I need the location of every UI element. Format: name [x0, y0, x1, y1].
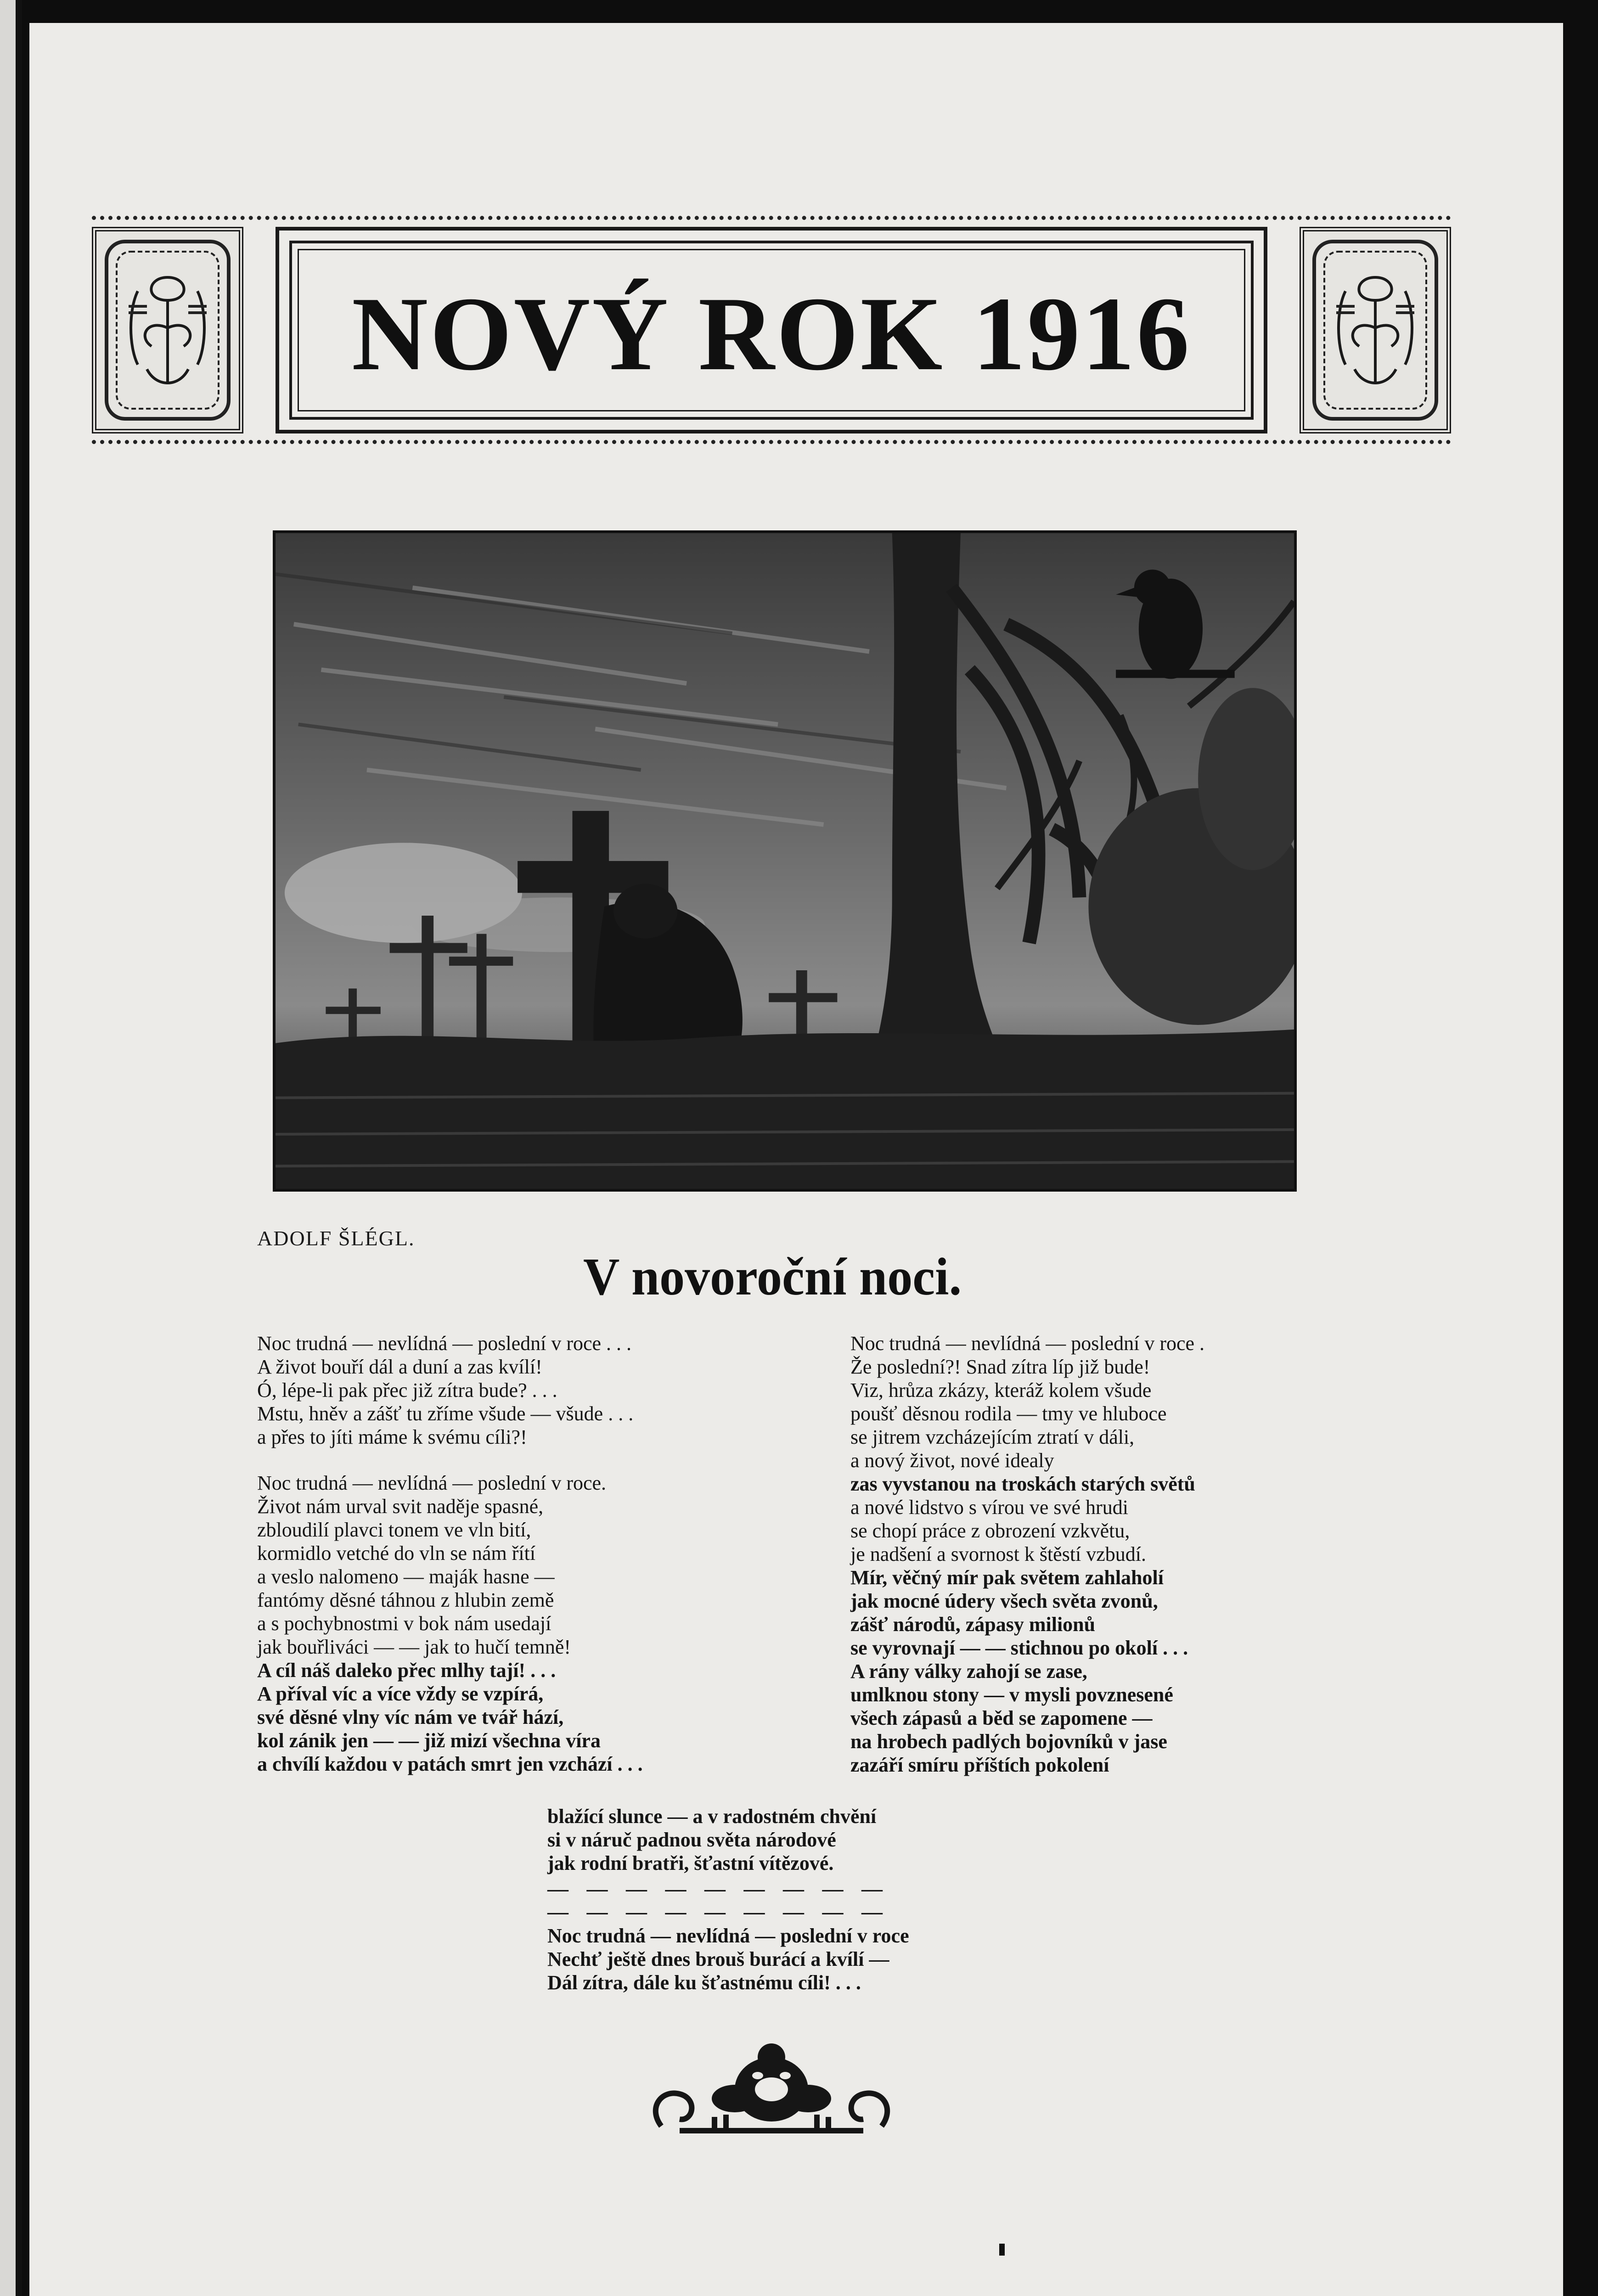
verse-line: fantómy děsné táhnou z hlubin země: [257, 1589, 554, 1611]
verse-line: Mír, věčný mír pak světem zahlaholí: [850, 1566, 1164, 1589]
verse-line: jak rodní bratři, šťastní vítězové.: [547, 1852, 834, 1874]
stanza-right: [850, 1332, 1204, 1777]
dash-line: — — — — — — — — —: [547, 1900, 889, 1923]
verse-line: zášť národů, zápasy milionů: [850, 1613, 1096, 1636]
stanza-center-2: [547, 1924, 909, 1994]
verse-line: se vyrovnají — — stichnou po okolí . . .: [850, 1637, 1188, 1659]
masthead-band: [92, 216, 1451, 445]
verse-line: své děsné vlny víc nám ve tvář hází,: [257, 1706, 564, 1728]
verse-line: Viz, hrůza zkázy, kteráž kolem všude: [850, 1379, 1152, 1401]
verse-line: jak bouřliváci — — jak to hučí temně!: [257, 1636, 571, 1658]
adjacent-page-edge: [0, 0, 22, 2296]
verse-line: si v náruč padnou světa národové: [547, 1829, 836, 1851]
verse-line: Noc trudná — nevlídná — poslední v roce: [547, 1925, 909, 1947]
bottom-dotted-rule: [92, 440, 1451, 444]
verse-line: A příval víc a více vždy se vzpírá,: [257, 1683, 544, 1705]
verse-line: na hrobech padlých bojovníků v jase: [850, 1730, 1167, 1753]
verse-line: Noc trudná — nevlídná — poslední v roce .: [850, 1332, 1205, 1355]
floral-vignette-icon: [643, 2039, 900, 2149]
verse-line: kol zánik jen — — již mizí všechna víra: [257, 1729, 601, 1752]
verse-line: A cíl náš daleko přec mlhy tají! . . .: [257, 1659, 556, 1682]
verse-line: se jitrem vzcházejícím ztratí v dáli,: [850, 1426, 1135, 1448]
verse-line: a veslo nalomeno — maják hasne —: [257, 1565, 555, 1588]
verse-line: kormidlo vetché do vln se nám řítí: [257, 1542, 536, 1564]
verse-line: a s pochybnostmi v bok nám usedají: [257, 1612, 551, 1635]
verse-line: Že poslední?! Snad zítra líp již bude!: [850, 1356, 1150, 1378]
author-byline: ADOLF ŠLÉGL.: [257, 1227, 415, 1250]
verse-line: Noc trudná — nevlídná — poslední v roce.: [257, 1472, 607, 1494]
verse-line: Mstu, hněv a zášť tu zříme všude — všude . . .: [257, 1402, 634, 1425]
dash-separator: [547, 1877, 889, 1923]
verse-line: Život nám urval svit naděje spasné,: [257, 1495, 544, 1518]
stanza-center-1: [547, 1805, 876, 1875]
verse-line: a chvílí každou v patách smrt jen vzchází . . .: [257, 1753, 643, 1775]
verse-line: se chopí práce z obrození vzkvětu,: [850, 1519, 1130, 1542]
right-ornament-icon: [1300, 227, 1451, 433]
page-title: NOVÝ ROK 1916: [351, 275, 1192, 392]
verse-line: poušť děsnou rodila — tmy ve hluboce: [850, 1402, 1167, 1425]
verse-line: A život bouří dál a duní a zas kvílí!: [257, 1356, 542, 1378]
verse-line: Nechť ještě dnes brouš burácí a kvílí —: [547, 1948, 889, 1970]
stanza-left-1: [257, 1332, 633, 1449]
verse-line: blažící slunce — a v radostném chvění: [547, 1805, 877, 1828]
verse-line: A rány války zahojí se zase,: [850, 1660, 1087, 1683]
stanza-left-2: [257, 1471, 643, 1776]
title-frame: [276, 227, 1267, 433]
verse-line: všech zápasů a běd se zapomene —: [850, 1707, 1153, 1729]
verse-line: a nový život, nové idealy: [850, 1449, 1054, 1472]
cemetery-illustration: [273, 530, 1297, 1192]
verse-line: a přes to jíti máme k svému cíli?!: [257, 1426, 527, 1448]
verse-line: umlknou stony — v mysli povznesené: [850, 1683, 1173, 1706]
poem-title: V novoroční noci.: [583, 1247, 962, 1306]
verse-line: zazáří smíru příštích pokolení: [850, 1754, 1109, 1776]
verse-line: Ó, lépe-li pak přec již zítra bude? . . .: [257, 1379, 557, 1401]
verse-line: je nadšení a svornost k štěstí vzbudí.: [850, 1543, 1147, 1565]
verse-line: Dál zítra, dále ku šťastnému cíli! . . .: [547, 1971, 861, 1994]
verse-line: zas vyvstanou na troskách starých světů: [850, 1473, 1195, 1495]
top-dotted-rule: [92, 216, 1451, 220]
verse-line: jak mocné údery všech světa zvonů,: [850, 1590, 1158, 1612]
verse-line: zbloudilí plavci tonem ve vln bití,: [257, 1519, 531, 1541]
dash-line: — — — — — — — — —: [547, 1877, 889, 1900]
print-mark: [999, 2244, 1005, 2256]
left-ornament-icon: [92, 227, 243, 433]
verse-line: Noc trudná — nevlídná — poslední v roce . . .: [257, 1332, 632, 1355]
verse-line: a nové lidstvo s vírou ve své hrudi: [850, 1496, 1128, 1519]
